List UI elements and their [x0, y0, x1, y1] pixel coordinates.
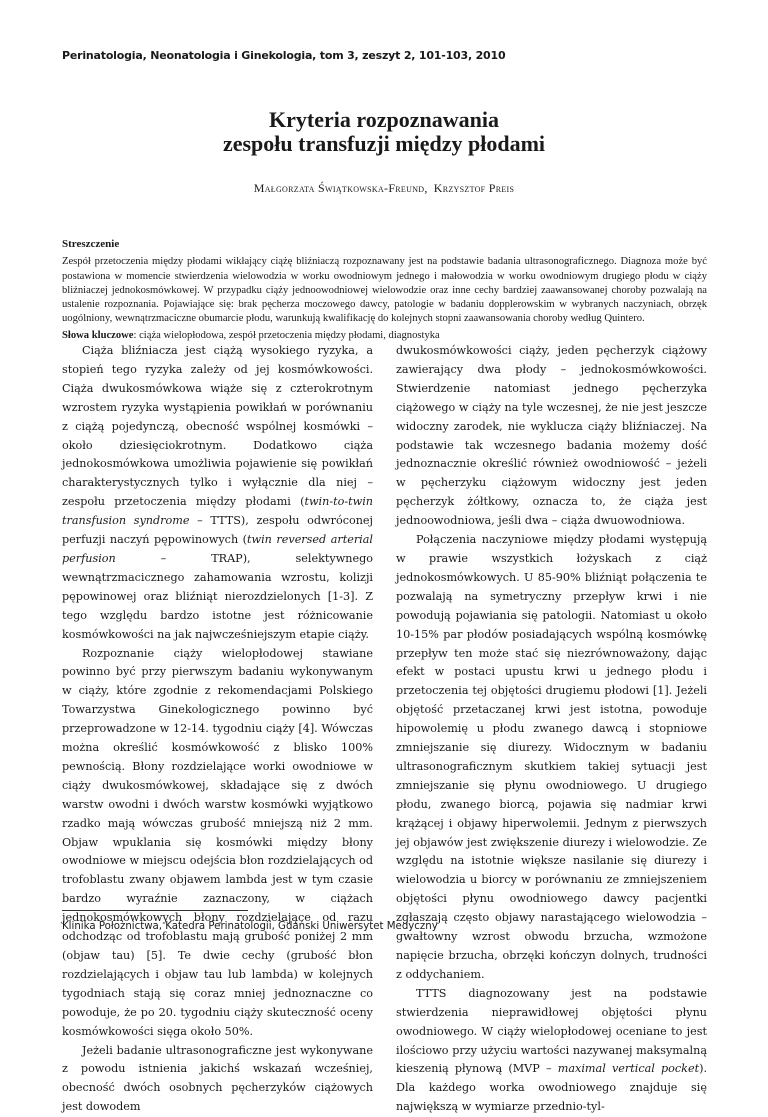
journal-header: Perinatologia, Neonatologia i Ginekologia, tom 3, zeszyt 2, 101-103, 2010 [62, 49, 506, 62]
affiliation-footnote: Klinika Położnictwa, Katedra Perinatologii, Gdański Uniwersytet Medyczny [62, 921, 438, 932]
p1-text-a: Ciąża bliźniacza jest ciążą wysokiego ryzyka, a stopień tego ryzyka zależy od jej kosmówkowości. Ciąża dwukosmówkowa wiąże się z czterokrotnym wzrostem ryzyka wystąpienia powikłań w porównaniu z ciążą pojedynczą, obecność wspólnej kosmówki – około dziesięciokrotnym. Dodatkowo ciąża jednokosmówkowa umożliwia pojawienie się powikłań charakterystycznych tylko i wyłącznie dla niej – zespołu przetoczenia między płodami ( [62, 344, 373, 509]
authors [0, 181, 768, 196]
paragraph-5 [396, 985, 707, 1117]
keywords-label: Słowa kluczowe [62, 329, 134, 341]
abstract-text: Zespół przetoczenia między płodami wikłający ciążę bliźniaczą rozpoznawany jest na podstawie badania ultrasonograficznego. Diagnoza może być postawiona w momencie stwierdzenia wielowodzia w worku owodniowym jednego i małowodzia w worku owodniowym drugiego płodu w ciąży bliźniaczej jednokosmówkowej. W przypadku ciąży jednoowodniowej wielowodzie oraz inne cechy bardziej zaawansowanej choroby pozwalają na ustalenie rozpoznania. Pojawiające się: brak pęcherza moczowego dawcy, patologie w badaniu dopplerowskim w wybranych naczyniach, obrzęk uogólniony, wewnątrzmaciczne obumarcie płodu, warunkują kwalifikację do kolejnych stopni zaawansowania choroby według Quintero. [62, 256, 707, 325]
author-2: Krzysztof Preis [433, 181, 515, 195]
p1-text-b: – TTTS), zespołu odwróconej perfuzji naczyń pępowinowych ( [62, 514, 373, 547]
keywords [62, 329, 707, 343]
title-line-1: Kryteria rozpoznawania [269, 107, 499, 132]
article-title [0, 108, 768, 156]
body-column-right [396, 342, 707, 1117]
body-column-left [62, 342, 373, 1117]
abstract-heading: Streszczenie [62, 238, 120, 250]
paragraph-3-continued: dwukosmówkowości ciąży, jeden pęcherzyk ciążowy zawierający dwa płody – jednokosmówkowości. Stwierdzenie natomiast jednego pęcherzyka ciążowego w ciąży na tyle wczesnej, że nie jest jeszcze widoczny zarodek, nie wyklucza ciąży bliźniaczej. Na podstawie tak wczesnego badania możemy dość jednoznacznie określić również owodniowość – jeżeli w pęcherzyku ciążowym widoczny jest jeden pęcherzyk żółtkowy, oznacza to, że ciąża jest jednoowodniowa, jeśli dwa – ciąża dwuowodniowa. [396, 344, 707, 528]
paragraph-3-start: Jeżeli badanie ultrasonograficzne jest wykonywane z powodu istnienia jakichś wskazań wcześniej, obecność dwóch osobnych pęcherzyków ciążowych jest dowodem [62, 1043, 373, 1114]
title-line-2: zespołu transfuzji między płodami [222, 131, 546, 156]
abstract [62, 237, 707, 343]
footnote-divider [62, 910, 248, 911]
author-1: Małgorzata Świątkowska-Freund, [253, 181, 428, 195]
paragraph-4: Połączenia naczyniowe między płodami występują w prawie wszystkich łożyskach z ciąż jednokosmówkowych. U 85-90% bliźniąt połączenia te pozwalają na symetryczny przepływ krwi i nie powodują pojawiania się patologii. Natomiast u około 10-15% par płodów posiadających wspólną kosmówkę przepływ ten może stać się niezrównoważony, dając efekt w postaci upustu krwi u jednego płodu i przetoczenia tej objętości drugiemu płodowi [1]. Jeżeli objętość przetaczanej krwi jest istotna, powoduje hipowolemię u płodu zwanego dawcą i stopniowe zmniejszanie się diurezy. Widocznym w badaniu ultrasonograficznym skutkiem takiej sytuacji jest zmniejszanie się płynu owodniowego. U drugiego płodu, zwanego biorcą, pojawia się nadmiar krwi krążącej i objawy hiperwolemii. Jednym z pierwszych jej objawów jest zwiększenie diurezy i wielowodzie. Ze względu na istotnie większe nasilanie się diurezy i wielowodzia u biorcy w porównaniu ze zmniejszeniem objętości płynu owodniowego dawcy pacjentki zgłaszają często objawy narastającego wielowodzia – gwałtowny wzrost obwodu brzucha, wzmożone napięcie brzucha, obrzęki kończyn dolnych, trudności z oddychaniem. [396, 533, 707, 981]
p5-text-a: TTTS diagnozowany jest na podstawie stwierdzenia nieprawidłowej objętości płynu owodniowego. W ciąży wielopłodowej oceniane to jest ilościowo przy użyciu wartości nazywanej maksymalną kieszenią płynową (MVP – [396, 986, 707, 1076]
p1-term-trap: twin reversed arterial perfusion [62, 533, 374, 565]
p1-text-c: – TRAP), selektywnego wewnątrzmacicznego zahamowania wzrostu, kolizji pępowinowej oraz bliźniąt nierozdzielonych [1-3]. Z tego względu bardzo istotne jest różnicowanie kosmówkowości na jak najwcześniejszym etapie ciąży. [62, 551, 373, 641]
p1-term-ttts: twin-to-twin transfusion syndrome [62, 495, 373, 528]
p5-text-b: ). Dla każdego worka owodniowego znajduje się największą w wymiarze przednio-tyl- [396, 1062, 707, 1114]
paragraph-2: Rozpoznanie ciąży wielopłodowej stawiane powinno być przy pierwszym badaniu wykonywanym w ciąży, które zgodnie z rekomendacjami Polskiego Towarzystwa Ginekologicznego powinno być przeprowadzone w 12-14. tygodniu ciąży [4]. Wówczas można określić kosmówkowość z blisko 100% pewnością. Błony rozdzielające worki owodniowe w ciąży dwukosmówkowej, składające się z dwóch warstw owodni i dwóch warstw kosmówki wyjątkowo rzadko mają wówczas grubość mniejszą niż 2 mm. Objaw wpuklania się kosmówki między błony owodniowe w miejscu odejścia błon rozdzielających od trofoblastu zwany objawem lambda jest w tym czasie bardzo wyraźnie zaznaczony, w ciążach jednokosmówkowych błony rozdzielające od razu odchodząc od trofoblastu mają grubość poniżej 2 mm (objaw tau) [5]. Te dwie cechy (grubość błon rozdzielających i objaw tau lub lambda) w kolejnych tygodniach stają się coraz mniej jednoznaczne co powoduje, że po 20. tygodniu ciąży skuteczność oceny kosmówkowości sięga około 50%. [62, 646, 373, 1038]
p5-term-mvp: maximal vertical pocket [557, 1062, 700, 1076]
keywords-list: : ciąża wielopłodowa, zespół przetoczenia między płodami, diagnostyka [133, 329, 440, 341]
paragraph-1 [62, 342, 373, 645]
